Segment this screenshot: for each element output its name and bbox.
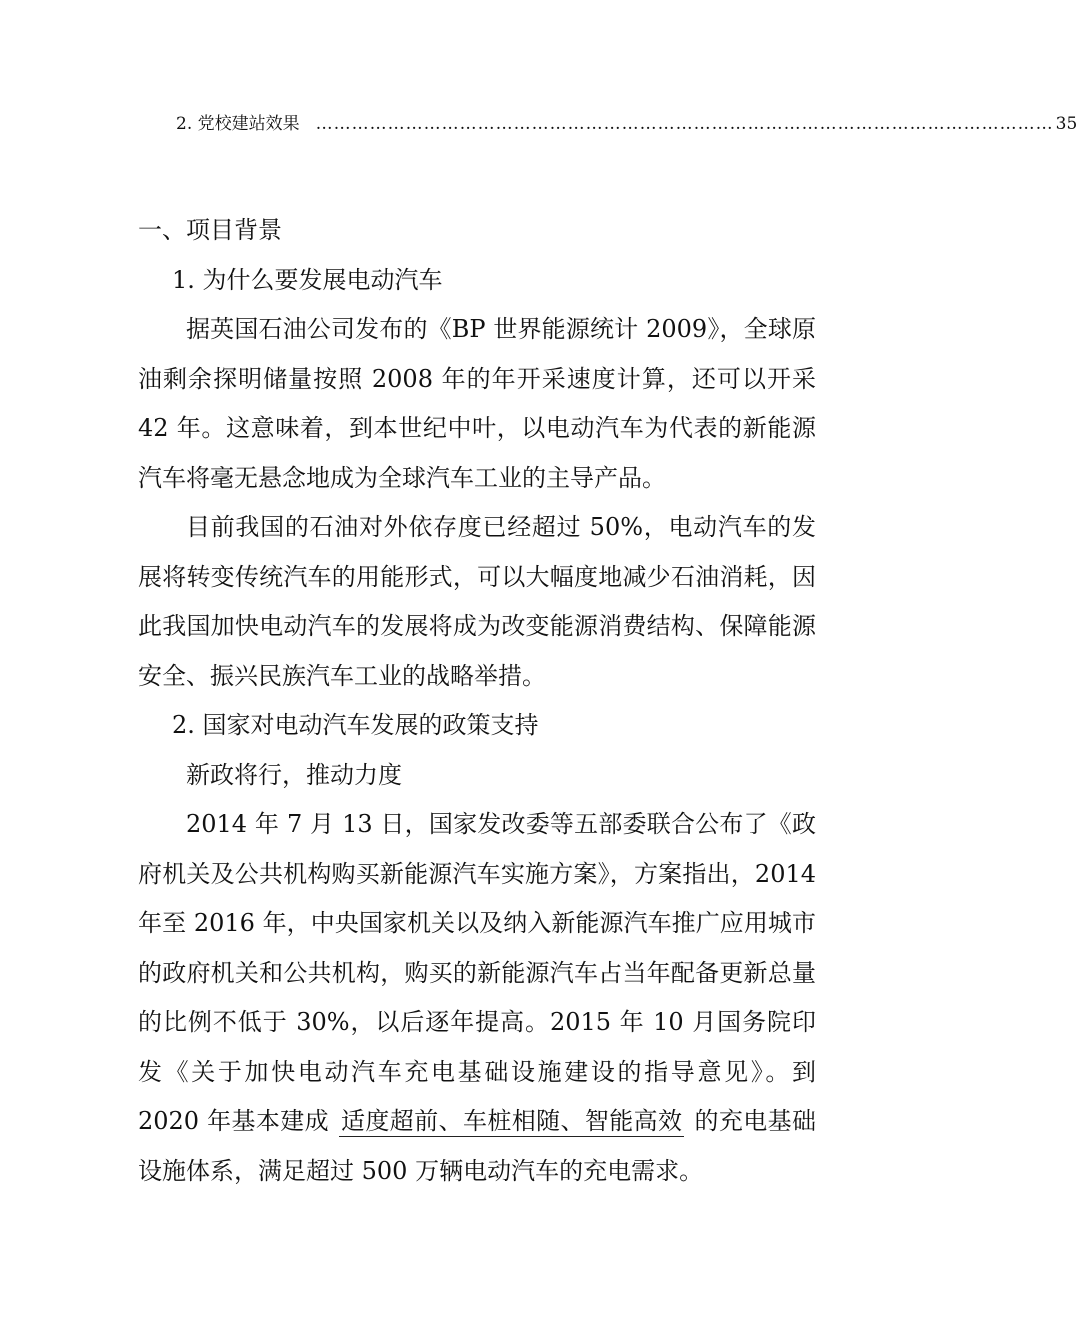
paragraph-new-policy: 新政将行，推动力度 <box>186 760 402 789</box>
subsection-heading-1: 1. 为什么要发展电动汽车 <box>172 265 443 294</box>
document-body <box>138 206 816 1196</box>
toc-leader-dots: …………………………………………………………………………………………………………… <box>315 114 1054 134</box>
toc-entry <box>176 112 1077 136</box>
paragraph-policy-details <box>138 800 816 1196</box>
paragraph-oil-dependency: 目前我国的石油对外依存度已经超过 50%，电动汽车的发展将转变传统汽车的用能形式，可以大幅度地减少石油消耗，因此我国加快电动汽车的发展将成为改变能源消费结构、保障能源安全、振兴民族汽车工业的战略举措。 <box>138 513 816 690</box>
paragraph-oil-reserves: 据英国石油公司发布的《BP 世界能源统计 2009》，全球原油剩余探明储量按照 2008 年的年开采速度计算，还可以开采 42 年。这意味着，到本世纪中叶，以电动汽车为代表的新能源汽车将毫无悬念地成为全球汽车工业的主导产品。 <box>138 315 816 492</box>
subsection-heading-2: 2. 国家对电动汽车发展的政策支持 <box>172 711 539 739</box>
toc-page-number: 35 <box>1055 114 1077 134</box>
policy-text-after: 的充电基础设施体系，满足超过 500 万辆电动汽车的充电需求。 <box>138 1107 816 1185</box>
underlined-phrase: 适度超前、车桩相随、智能高效 <box>341 1107 683 1135</box>
toc-entry-title: 2. 党校建站效果 <box>176 114 300 134</box>
section-heading: 一、项目背景 <box>138 216 282 244</box>
policy-text-before: 2014 年 7 月 13 日，国家发改委等五部委联合公布了《政府机关及公共机构购买新能源汽车实施方案》，方案指出，2014 年至 2016 年，中央国家机关以及纳入新能源汽车推广应用城市的政府机关和公共机构，购买的新能源汽车占当年配备更新总量的比例不低于 30%，以后逐年提高。2015 年 10 月国务院印发《关于加快电动汽车充电基础设施建设的指导意见》。到 2020 年基本建成 <box>138 810 816 1135</box>
